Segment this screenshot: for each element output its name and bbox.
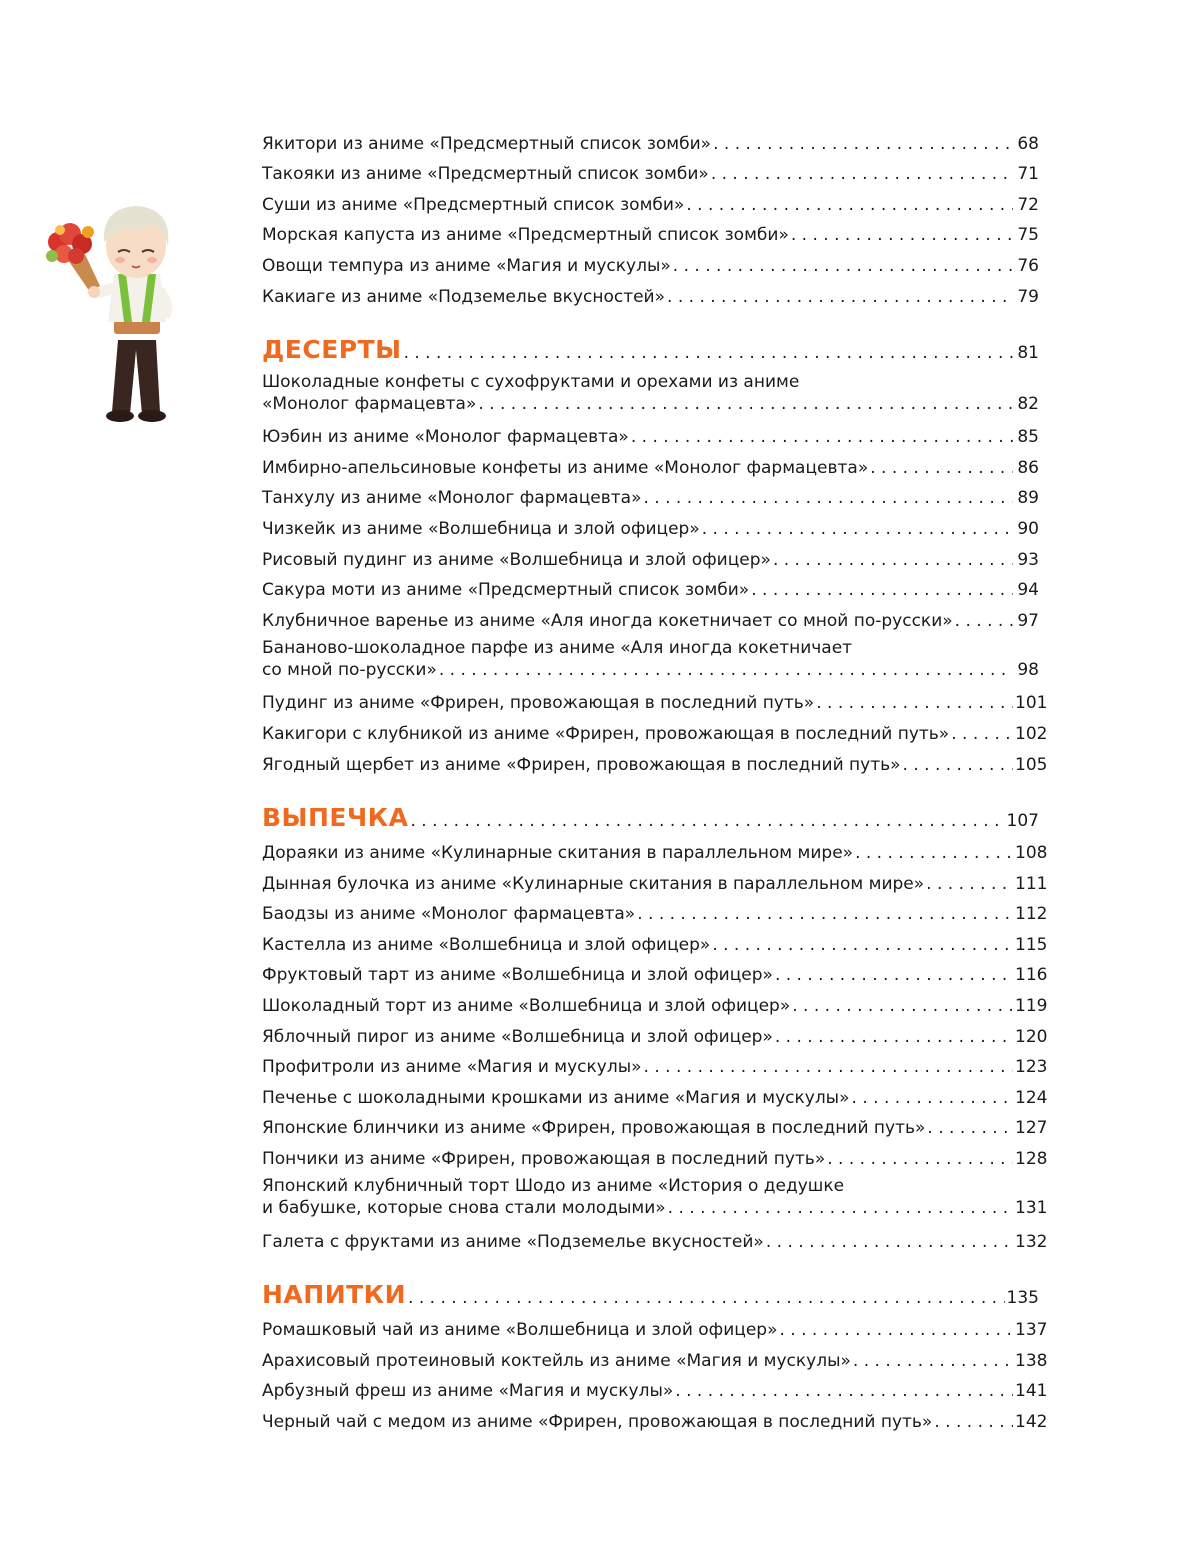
toc-entry[interactable]: [262, 246, 1039, 277]
entry-title: Пончики из аниме «Фрирен, провожающая в последний путь»: [262, 1149, 826, 1170]
dot-leader: [644, 1057, 1013, 1078]
dot-leader: [827, 1149, 1013, 1170]
toc-entry[interactable]: [262, 864, 1048, 895]
page-number: 120: [1015, 1026, 1048, 1047]
dot-leader: [951, 724, 1013, 745]
dot-leader: [668, 1198, 1013, 1219]
dot-leader: [675, 1381, 1013, 1402]
toc-entry[interactable]: [262, 1109, 1048, 1140]
dot-leader: [702, 519, 1013, 540]
page-number: 132: [1015, 1231, 1048, 1252]
dot-leader: [643, 488, 1013, 509]
page-number: 142: [1015, 1412, 1048, 1432]
entry-title: Морская капуста из аниме «Предсмертный список зомби»: [262, 225, 789, 246]
entry-title: Японские блинчики из аниме «Фрирен, провожающая в последний путь»: [262, 1118, 926, 1139]
entry-title: Фруктовый тарт из аниме «Волшебница и злой офицер»: [262, 965, 773, 986]
section-heading[interactable]: [262, 308, 1039, 366]
page-number: 115: [1015, 934, 1048, 955]
page-number: 116: [1015, 965, 1048, 986]
section-title: ДЕСЕРТЫ: [262, 334, 402, 364]
toc-entry[interactable]: [262, 155, 1039, 186]
bouquet-icon: [46, 223, 100, 292]
entry-title: Дораяки из аниме «Кулинарные скитания в параллельном мире»: [262, 843, 854, 864]
page-number: 131: [1015, 1198, 1048, 1219]
toc-entry[interactable]: [262, 745, 1048, 776]
toc-entry[interactable]: [262, 684, 1048, 715]
dot-leader: [766, 1232, 1013, 1253]
dot-leader: [816, 693, 1013, 714]
dot-leader: [773, 550, 1013, 571]
entry-title: Баодзы из аниме «Монолог фармацевта»: [262, 904, 636, 925]
dot-leader: [478, 394, 1013, 415]
toc-entry[interactable]: [262, 1170, 1048, 1222]
entry-title: Дынная булочка из аниме «Кулинарные скитания в параллельном мире»: [262, 873, 925, 894]
dot-leader: [775, 965, 1013, 986]
entry-title: Сакура моти из аниме «Предсмертный список зомби»: [262, 580, 750, 601]
dot-leader: [404, 343, 1016, 364]
page-number: 141: [1015, 1381, 1048, 1402]
dot-leader: [792, 996, 1013, 1017]
page-number: 89: [1017, 488, 1039, 509]
toc-entry[interactable]: [262, 1078, 1048, 1109]
entry-title: Овощи темпура из аниме «Магия и мускулы»: [262, 255, 671, 276]
page-number: 107: [1006, 810, 1039, 831]
entry-second-line: [262, 660, 1039, 681]
dot-leader: [927, 1118, 1013, 1139]
dot-leader: [780, 1320, 1014, 1341]
page-number: 97: [1017, 610, 1039, 631]
page-number: 108: [1015, 843, 1048, 864]
entry-title: Такояки из аниме «Предсмертный список зомби»: [262, 164, 709, 185]
page-number: 76: [1017, 255, 1039, 276]
dot-leader: [791, 225, 1013, 246]
entry-title: Черный чай с медом из аниме «Фрирен, провожающая в последний путь»: [262, 1412, 933, 1432]
page-number: 128: [1015, 1149, 1048, 1170]
toc-entry[interactable]: [262, 1341, 1048, 1372]
toc-entry[interactable]: [262, 479, 1039, 510]
toc-entry[interactable]: [262, 714, 1048, 745]
dot-leader: [711, 164, 1013, 185]
page-number: 94: [1017, 580, 1039, 601]
page-number: 72: [1017, 194, 1039, 215]
dot-leader: [855, 843, 1013, 864]
toc-entry[interactable]: [262, 571, 1039, 602]
section-title: НАПИТКИ: [262, 1279, 407, 1309]
toc-entry[interactable]: [262, 1372, 1048, 1403]
entry-title: Ягодный щербет из аниме «Фрирен, провожающая в последний путь»: [262, 754, 901, 775]
toc-entry[interactable]: [262, 1222, 1048, 1253]
toc-entry[interactable]: [262, 1048, 1048, 1079]
page-number: 112: [1015, 904, 1048, 925]
entry-title: Печенье с шоколадными крошками из аниме «Магия и мускулы»: [262, 1087, 850, 1108]
dot-leader: [439, 660, 1013, 681]
page-number: 124: [1015, 1087, 1048, 1108]
entry-title: Галета с фруктами из аниме «Подземелье вкусностей»: [262, 1231, 764, 1252]
entry-title: Танхулу из аниме «Монолог фармацевта»: [262, 488, 642, 509]
entry-title-continued: и бабушке, которые снова стали молодыми»: [262, 1198, 666, 1219]
entry-title: Какиаге из аниме «Подземелье вкусностей»: [262, 286, 666, 307]
toc-entry[interactable]: [262, 418, 1039, 449]
page-number: 90: [1017, 518, 1039, 539]
toc-entry[interactable]: [262, 601, 1039, 632]
toc-entry[interactable]: [262, 834, 1048, 865]
toc-entry[interactable]: [262, 925, 1048, 956]
entry-second-line: [262, 1198, 1048, 1219]
entry-title: Какигори с клубникой из аниме «Фрирен, провожающая в последний путь»: [262, 723, 950, 744]
toc-entry[interactable]: [262, 1402, 1048, 1433]
section-title: ВЫПЕЧКА: [262, 802, 409, 832]
page-number: 82: [1017, 393, 1039, 414]
page-number: 137: [1015, 1320, 1048, 1341]
dot-leader: [903, 755, 1013, 776]
entry-title: Профитроли из аниме «Магия и мускулы»: [262, 1057, 642, 1078]
toc-entry[interactable]: [262, 540, 1039, 571]
entry-title: Якитори из аниме «Предсмертный список зомби»: [262, 133, 712, 154]
toc-entry[interactable]: [262, 448, 1039, 479]
dot-leader: [410, 811, 1004, 832]
page-number: 68: [1017, 133, 1039, 154]
toc-entry[interactable]: [262, 509, 1039, 540]
toc-entry[interactable]: [262, 956, 1048, 987]
toc-entry[interactable]: [262, 216, 1039, 247]
toc-entry[interactable]: [262, 895, 1048, 926]
section-heading[interactable]: [262, 776, 1039, 834]
dot-leader: [926, 874, 1013, 895]
dot-leader: [408, 1288, 1005, 1309]
dot-leader: [673, 256, 1013, 277]
entry-title: Японский клубничный торт Шодо из аниме «История о дедушке: [262, 1176, 845, 1197]
toc-entry[interactable]: [262, 632, 1039, 684]
dot-leader: [775, 1027, 1013, 1048]
toc-entry[interactable]: [262, 1311, 1048, 1342]
page-number: 102: [1015, 723, 1048, 744]
entry-title: Арахисовый протеиновый коктейль из аниме «Магия и мускулы»: [262, 1350, 851, 1371]
entry-second-line: [262, 394, 1039, 415]
page-number: 93: [1017, 549, 1039, 570]
toc-entry[interactable]: [262, 124, 1039, 155]
entry-title: Кастелла из аниме «Волшебница и злой офицер»: [262, 934, 711, 955]
dot-leader: [686, 195, 1013, 216]
dot-leader: [852, 1088, 1013, 1109]
toc-entry[interactable]: [262, 986, 1048, 1017]
dot-leader: [870, 458, 1013, 479]
page-number: 105: [1015, 754, 1048, 775]
page-number: 111: [1015, 873, 1048, 894]
page-number: 86: [1017, 457, 1039, 478]
dot-leader: [751, 580, 1013, 601]
toc-entry[interactable]: [262, 277, 1039, 308]
page-number: 135: [1006, 1287, 1039, 1308]
dot-leader: [712, 935, 1013, 956]
dot-leader: [713, 134, 1013, 155]
entry-title: Чизкейк из аниме «Волшебница и злой офицер»: [262, 518, 700, 539]
entry-title: Яблочный пирог из аниме «Волшебница и злой офицер»: [262, 1026, 773, 1047]
entry-title: Ромашковый чай из аниме «Волшебница и злой офицер»: [262, 1320, 778, 1341]
entry-title: Арбузный фреш из аниме «Магия и мускулы»: [262, 1381, 674, 1402]
dot-leader: [934, 1412, 1013, 1433]
page-number: 71: [1017, 164, 1039, 185]
entry-title: Юэбин из аниме «Монолог фармацевта»: [262, 427, 629, 448]
entry-title: Бананово-шоколадное парфе из аниме «Аля иногда кокетничает: [262, 637, 853, 658]
anime-boy-illustration: [38, 190, 218, 440]
entry-title: Суши из аниме «Предсмертный список зомби»: [262, 194, 685, 215]
table-of-contents: [262, 124, 1048, 1433]
entry-title: Имбирно-апельсиновые конфеты из аниме «Монолог фармацевта»: [262, 457, 869, 478]
entry-title-continued: со мной по-русски»: [262, 659, 437, 680]
page-number: 85: [1017, 427, 1039, 448]
dot-leader: [853, 1351, 1013, 1372]
dot-leader: [631, 427, 1013, 448]
page-number: 123: [1015, 1057, 1048, 1078]
dot-leader: [667, 287, 1013, 308]
page-number: 98: [1017, 659, 1039, 680]
dot-leader: [955, 611, 1013, 632]
toc-entry[interactable]: [262, 185, 1039, 216]
entry-title: Шоколадный торт из аниме «Волшебница и злой офицер»: [262, 996, 791, 1017]
dot-leader: [637, 904, 1013, 925]
page-number: 138: [1015, 1350, 1048, 1371]
toc-entry[interactable]: [262, 1017, 1048, 1048]
page-number: 127: [1015, 1118, 1048, 1139]
toc-entry[interactable]: [262, 366, 1039, 418]
page-number: 101: [1015, 693, 1048, 714]
page-number: 119: [1015, 996, 1048, 1017]
page-number: 81: [1017, 342, 1039, 363]
entry-title: Рисовый пудинг из аниме «Волшебница и злой офицер»: [262, 549, 771, 570]
section-heading[interactable]: [262, 1253, 1039, 1311]
page-number: 75: [1017, 225, 1039, 246]
entry-title-continued: «Монолог фармацевта»: [262, 393, 477, 414]
entry-title: Шоколадные конфеты с сухофруктами и орехами из аниме: [262, 371, 800, 392]
page-number: 79: [1017, 286, 1039, 307]
entry-title: Пудинг из аниме «Фрирен, провожающая в последний путь»: [262, 693, 815, 714]
entry-title: Клубничное варенье из аниме «Аля иногда кокетничает со мной по-русски»: [262, 610, 953, 631]
toc-entry[interactable]: [262, 1139, 1048, 1170]
